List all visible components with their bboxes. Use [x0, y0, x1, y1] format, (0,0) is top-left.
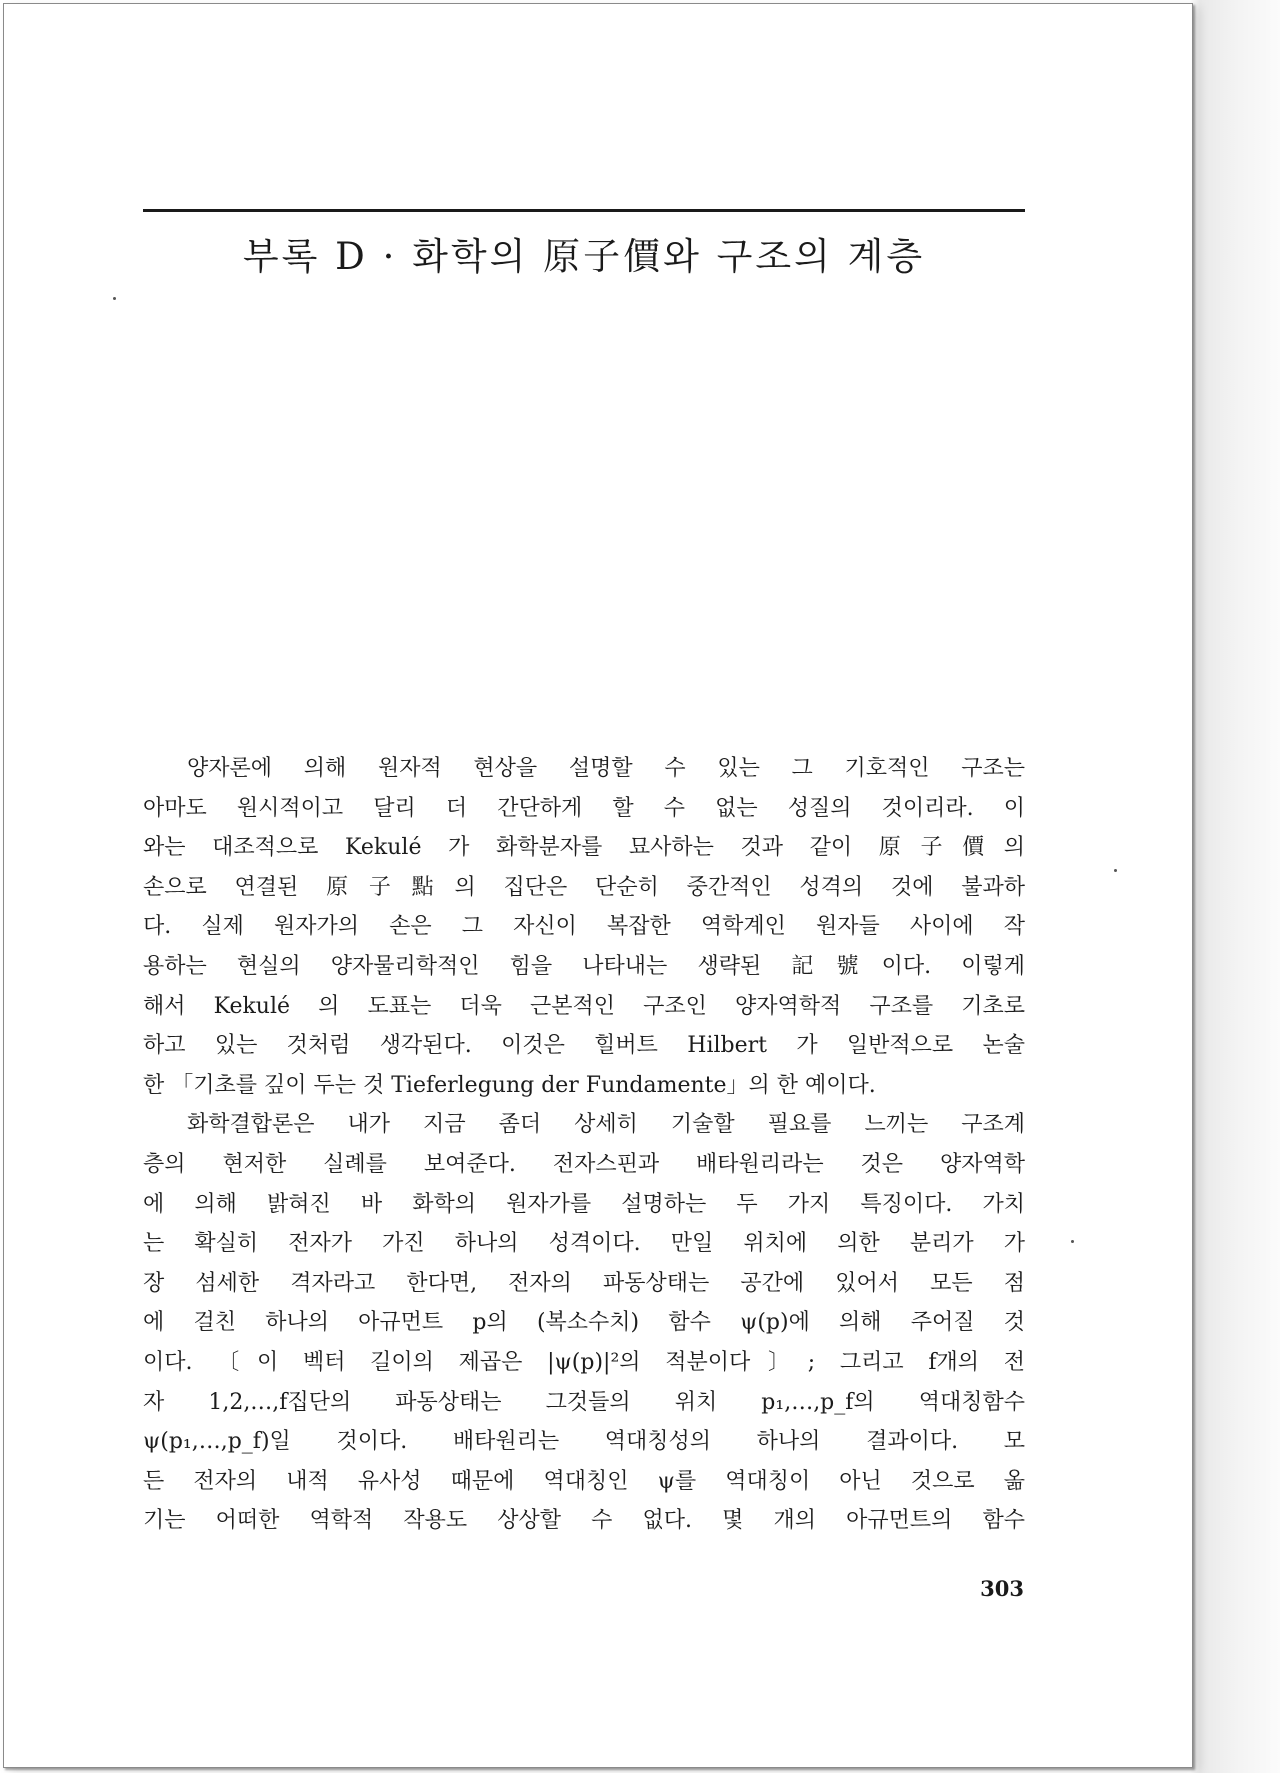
text-line: 아마도 원시적이고 달리 더 간단하게 할 수 없는 성질의 것이리라. 이	[143, 795, 1025, 821]
text-line: 하고 있는 것처럼 생각된다. 이것은 힐버트 Hilbert 가 일반적으로 논술	[143, 1033, 1025, 1059]
text-line: 는 확실히 전자가 가진 하나의 성격이다. 만일 위치에 의한 분리가 가	[143, 1231, 1025, 1257]
text-line: 한 「기초를 깊이 두는 것 Tieferlegung der Fundamente」의 한 예이다.	[143, 1072, 876, 1098]
scan-speck	[113, 297, 116, 300]
title-rule	[143, 209, 1025, 212]
body-text	[143, 749, 1025, 1541]
page-number: 303	[980, 1576, 1024, 1601]
text-line: 에 의해 밝혀진 바 화학의 원자가를 설명하는 두 가지 특징이다. 가치	[143, 1191, 1025, 1217]
text-line: 해서 Kekulé 의 도표는 더욱 근본적인 구조인 양자역학적 구조를 기초로	[143, 993, 1025, 1019]
text-line: 손으로 연결된 原子點의 집단은 단순히 중간적인 성격의 것에 불과하	[143, 874, 1025, 900]
text-line: 자 1,2,…,f집단의 파동상태는 그것들의 위치 p₁,…,p_f의 역대칭함수	[143, 1389, 1025, 1415]
text-line: 에 걸친 하나의 아규먼트 p의 (복소수치) 함수 ψ(p)에 의해 주어질 것	[143, 1310, 1025, 1336]
text-line: ψ(p₁,…,p_f)일 것이다. 배타원리는 역대칭성의 하나의 결과이다. 모	[143, 1429, 1025, 1455]
text-line: 화학결합론은 내가 지금 좀더 상세히 기술할 필요를 느끼는 구조계	[187, 1112, 1025, 1138]
scan-speck	[1071, 1240, 1074, 1243]
appendix-title: 부록 D · 화학의 原子價와 구조의 계층	[242, 235, 926, 278]
text-line: 장 섬세한 격자라고 한다면, 전자의 파동상태는 공간에 있어서 모든 점	[143, 1270, 1025, 1296]
text-line: 와는 대조적으로 Kekulé 가 화학분자를 묘사하는 것과 같이 原子價의	[143, 835, 1025, 861]
book-page	[3, 3, 1193, 1768]
paragraph-2	[143, 1105, 1025, 1541]
paragraph-1	[143, 749, 1025, 1105]
text-line: 이다. 〔이 벡터 길이의 제곱은 |ψ(p)|²의 적분이다〕; 그리고 f개의 전	[143, 1349, 1025, 1375]
text-line: 기는 어떠한 역학적 작용도 상상할 수 없다. 몇 개의 아규먼트의 함수	[143, 1508, 1025, 1534]
text-line: 든 전자의 내적 유사성 때문에 역대칭인 ψ를 역대칭이 아닌 것으로 옮	[143, 1468, 1025, 1494]
scan-speck	[1114, 869, 1117, 872]
text-line: 다. 실제 원자가의 손은 그 자신이 복잡한 역학계인 원자들 사이에 작	[143, 914, 1025, 940]
text-line: 층의 현저한 실례를 보여준다. 전자스핀과 배타원리라는 것은 양자역학	[143, 1151, 1025, 1177]
text-line: 양자론에 의해 원자적 현상을 설명할 수 있는 그 기호적인 구조는	[187, 756, 1025, 781]
text-line: 용하는 현실의 양자물리학적인 힘을 나타내는 생략된 記號이다. 이렇게	[143, 953, 1025, 979]
